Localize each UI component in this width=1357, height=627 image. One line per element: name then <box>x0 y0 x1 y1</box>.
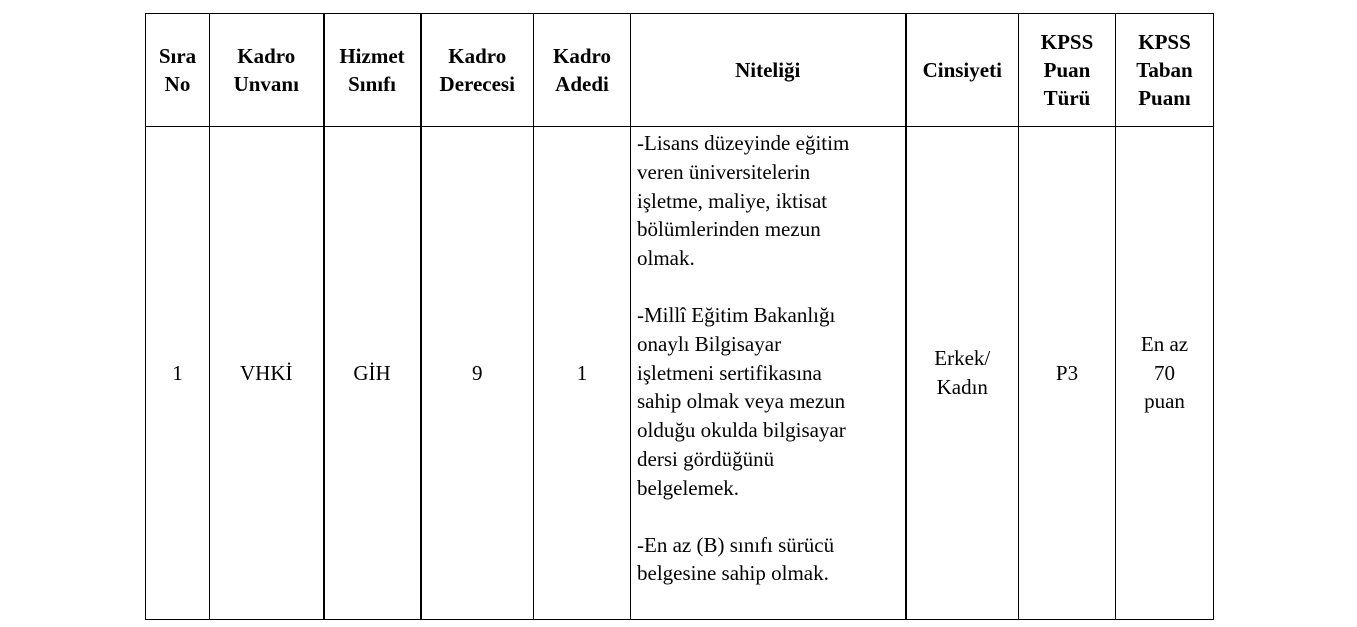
cell-kpss-puan-turu: P3 <box>1019 127 1116 620</box>
cell-kadro-unvani: VHKİ <box>210 127 324 620</box>
cell-kadro-derecesi: 9 <box>421 127 534 620</box>
qualification-paragraph-1: -Lisans düzeyinde eğitim veren üniversitelerin işletme, maliye, iktisat bölümlerinden mezun olmak. <box>637 131 850 271</box>
header-row <box>146 14 1214 127</box>
header-kadro-derecesi: Kadro Derecesi <box>421 14 534 127</box>
qualification-paragraph-3: -En az (B) sınıfı sürücü belgesine sahip olmak. <box>637 532 835 586</box>
header-kpss-puan-turu: KPSS Puan Türü <box>1019 14 1116 127</box>
cell-cinsiyeti: Erkek/ Kadın <box>906 127 1019 620</box>
table-row <box>146 127 1214 620</box>
qualification-paragraph-2: -Millî Eğitim Bakanlığı onaylı Bilgisayar işletmeni sertifikasına sahip olmak veya mezun olduğu okulda bilgisayar dersi gördüğünü belgelemek. <box>637 302 846 500</box>
header-kadro-adedi: Kadro Adedi <box>534 14 631 127</box>
cell-kadro-adedi: 1 <box>534 127 631 620</box>
cell-hizmet-sinifi: GİH <box>324 127 421 620</box>
header-sira-no: Sıra No <box>146 14 210 127</box>
header-kpss-taban-puani: KPSS Taban Puanı <box>1116 14 1214 127</box>
header-niteligi: Niteliği <box>631 14 906 127</box>
position-table <box>145 13 1214 620</box>
header-hizmet-sinifi: Hizmet Sınıfı <box>324 14 421 127</box>
cell-kpss-taban-puani: En az 70 puan <box>1116 127 1214 620</box>
header-cinsiyeti: Cinsiyeti <box>906 14 1019 127</box>
cell-sira-no: 1 <box>146 127 210 620</box>
header-kadro-unvani: Kadro Unvanı <box>210 14 324 127</box>
cell-niteligi <box>631 127 906 620</box>
